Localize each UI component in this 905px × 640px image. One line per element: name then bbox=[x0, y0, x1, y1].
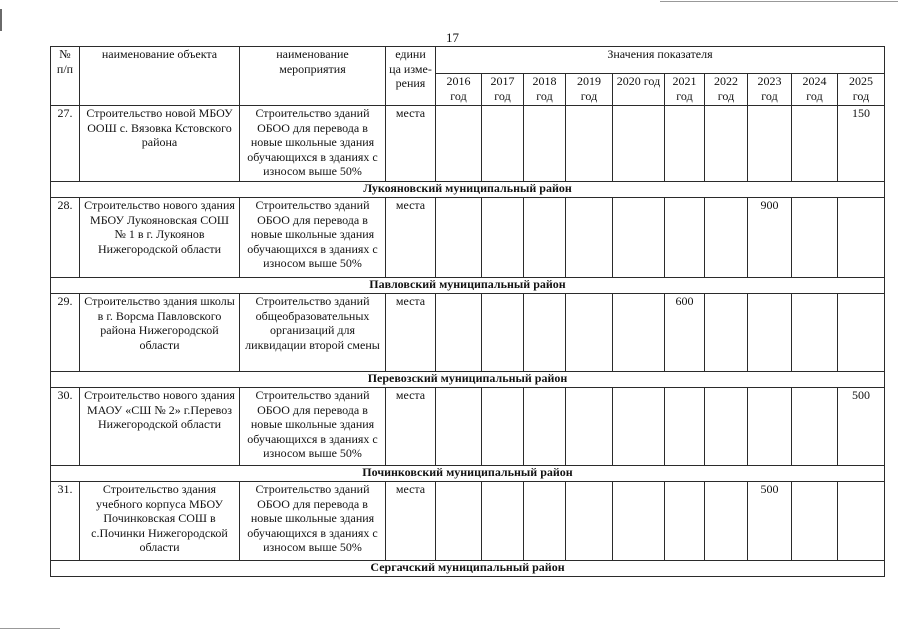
value-cell bbox=[792, 294, 838, 372]
value-cell bbox=[436, 198, 482, 278]
measure-name: Строительство зданий ОБОО для перевода в новые школьные здания обучающихся в зданиях с износом выше 50% bbox=[240, 482, 386, 561]
measure-name: Строительство зданий ОБОО для перевода в новые школьные здания обучающихся в зданиях с износом выше 50% bbox=[240, 106, 386, 182]
object-name: Строительство здания школы в г. Ворсма Павловского района Нижегородской области bbox=[80, 294, 240, 372]
value-cell bbox=[613, 294, 665, 372]
value-cell bbox=[748, 294, 792, 372]
value-cell bbox=[705, 106, 748, 182]
district-name: Перевозский муниципальный район bbox=[51, 372, 885, 388]
value-cell bbox=[748, 388, 792, 466]
value-cell bbox=[524, 198, 566, 278]
value-cell bbox=[748, 106, 792, 182]
value-cell: 600 bbox=[665, 294, 705, 372]
header-year: 2023 год bbox=[748, 74, 792, 106]
value-cell bbox=[613, 482, 665, 561]
table-row bbox=[51, 294, 885, 372]
value-cell bbox=[705, 388, 748, 466]
value-cell bbox=[566, 294, 613, 372]
object-name: Строительство здания учебного корпуса МБОУ Починковская СОШ в с.Починки Нижегородской области bbox=[80, 482, 240, 561]
value-cell bbox=[524, 106, 566, 182]
value-cell: 500 bbox=[748, 482, 792, 561]
value-cell bbox=[665, 482, 705, 561]
value-cell bbox=[838, 198, 885, 278]
header-year: 2021 год bbox=[665, 74, 705, 106]
value-cell bbox=[665, 106, 705, 182]
unit-of-measure: места bbox=[386, 106, 436, 182]
table-row bbox=[51, 388, 885, 466]
row-number: 30. bbox=[51, 388, 80, 466]
value-cell: 500 bbox=[838, 388, 885, 466]
value-cell bbox=[482, 294, 524, 372]
value-cell bbox=[613, 388, 665, 466]
value-cell bbox=[665, 198, 705, 278]
object-name: Строительство нового здания МАОУ «СШ № 2» г.Перевоз Нижегородской области bbox=[80, 388, 240, 466]
header-values: Значения показателя bbox=[436, 47, 885, 74]
value-cell bbox=[482, 388, 524, 466]
measure-name: Строительство зданий общеобразовательных организаций для ликвидации второй смены bbox=[240, 294, 386, 372]
value-cell bbox=[613, 198, 665, 278]
object-name: Строительство нового здания МБОУ Лукояновская СОШ № 1 в г. Лукоянов Нижегородской области bbox=[80, 198, 240, 278]
value-cell bbox=[524, 294, 566, 372]
value-cell bbox=[482, 482, 524, 561]
value-cell bbox=[436, 482, 482, 561]
row-number: 27. bbox=[51, 106, 80, 182]
unit-of-measure: места bbox=[386, 388, 436, 466]
value-cell bbox=[792, 482, 838, 561]
value-cell bbox=[705, 198, 748, 278]
district-row bbox=[51, 372, 885, 388]
header-year: 2024 год bbox=[792, 74, 838, 106]
value-cell bbox=[524, 388, 566, 466]
value-cell bbox=[566, 388, 613, 466]
value-cell bbox=[613, 106, 665, 182]
value-cell: 150 bbox=[838, 106, 885, 182]
value-cell bbox=[705, 482, 748, 561]
unit-of-measure: места bbox=[386, 294, 436, 372]
district-row bbox=[51, 466, 885, 482]
unit-of-measure: места bbox=[386, 198, 436, 278]
value-cell bbox=[792, 198, 838, 278]
header-year: 2020 год bbox=[613, 74, 665, 106]
value-cell bbox=[792, 388, 838, 466]
header-year: 2022 год bbox=[705, 74, 748, 106]
header-measure: наименование мероприятия bbox=[240, 47, 386, 106]
value-cell bbox=[436, 294, 482, 372]
value-cell bbox=[566, 106, 613, 182]
header-row bbox=[51, 47, 885, 74]
header-num: № п/п bbox=[51, 47, 80, 106]
table-row bbox=[51, 198, 885, 278]
indicator-table bbox=[50, 46, 885, 577]
value-cell: 900 bbox=[748, 198, 792, 278]
value-cell bbox=[705, 294, 748, 372]
scan-edge-mark bbox=[0, 9, 2, 31]
table-row bbox=[51, 106, 885, 182]
value-cell bbox=[482, 198, 524, 278]
table-row bbox=[51, 482, 885, 561]
header-year: 2018 год bbox=[524, 74, 566, 106]
row-number: 28. bbox=[51, 198, 80, 278]
value-cell bbox=[524, 482, 566, 561]
object-name: Строительство новой МБОУ ООШ с. Вязовка Кстовского района bbox=[80, 106, 240, 182]
row-number: 29. bbox=[51, 294, 80, 372]
row-number: 31. bbox=[51, 482, 80, 561]
district-row bbox=[51, 182, 885, 198]
district-name: Сергачский муниципальный район bbox=[51, 561, 885, 577]
value-cell bbox=[792, 106, 838, 182]
value-cell bbox=[838, 482, 885, 561]
header-year: 2017 год bbox=[482, 74, 524, 106]
district-row bbox=[51, 278, 885, 294]
scan-edge-mark bbox=[660, 1, 898, 2]
value-cell bbox=[482, 106, 524, 182]
value-cell bbox=[436, 106, 482, 182]
header-year: 2025 год bbox=[838, 74, 885, 106]
measure-name: Строительство зданий ОБОО для перевода в новые школьные здания обучающихся в зданиях с износом выше 50% bbox=[240, 198, 386, 278]
scan-edge-mark bbox=[0, 628, 60, 629]
value-cell bbox=[665, 388, 705, 466]
header-unit: едини ца изме- рения bbox=[386, 47, 436, 106]
value-cell bbox=[566, 482, 613, 561]
district-name: Починковский муниципальный район bbox=[51, 466, 885, 482]
page-number: 17 bbox=[446, 30, 459, 45]
value-cell bbox=[566, 198, 613, 278]
unit-of-measure: места bbox=[386, 482, 436, 561]
header-year: 2016 год bbox=[436, 74, 482, 106]
header-object: наименование объекта bbox=[80, 47, 240, 106]
header-year: 2019 год bbox=[566, 74, 613, 106]
measure-name: Строительство зданий ОБОО для перевода в новые школьные здания обучающихся в зданиях с износом выше 50% bbox=[240, 388, 386, 466]
value-cell bbox=[436, 388, 482, 466]
district-row bbox=[51, 561, 885, 577]
district-name: Павловский муниципальный район bbox=[51, 278, 885, 294]
value-cell bbox=[838, 294, 885, 372]
district-name: Лукояновский муниципальный район bbox=[51, 182, 885, 198]
table-body bbox=[51, 47, 885, 577]
